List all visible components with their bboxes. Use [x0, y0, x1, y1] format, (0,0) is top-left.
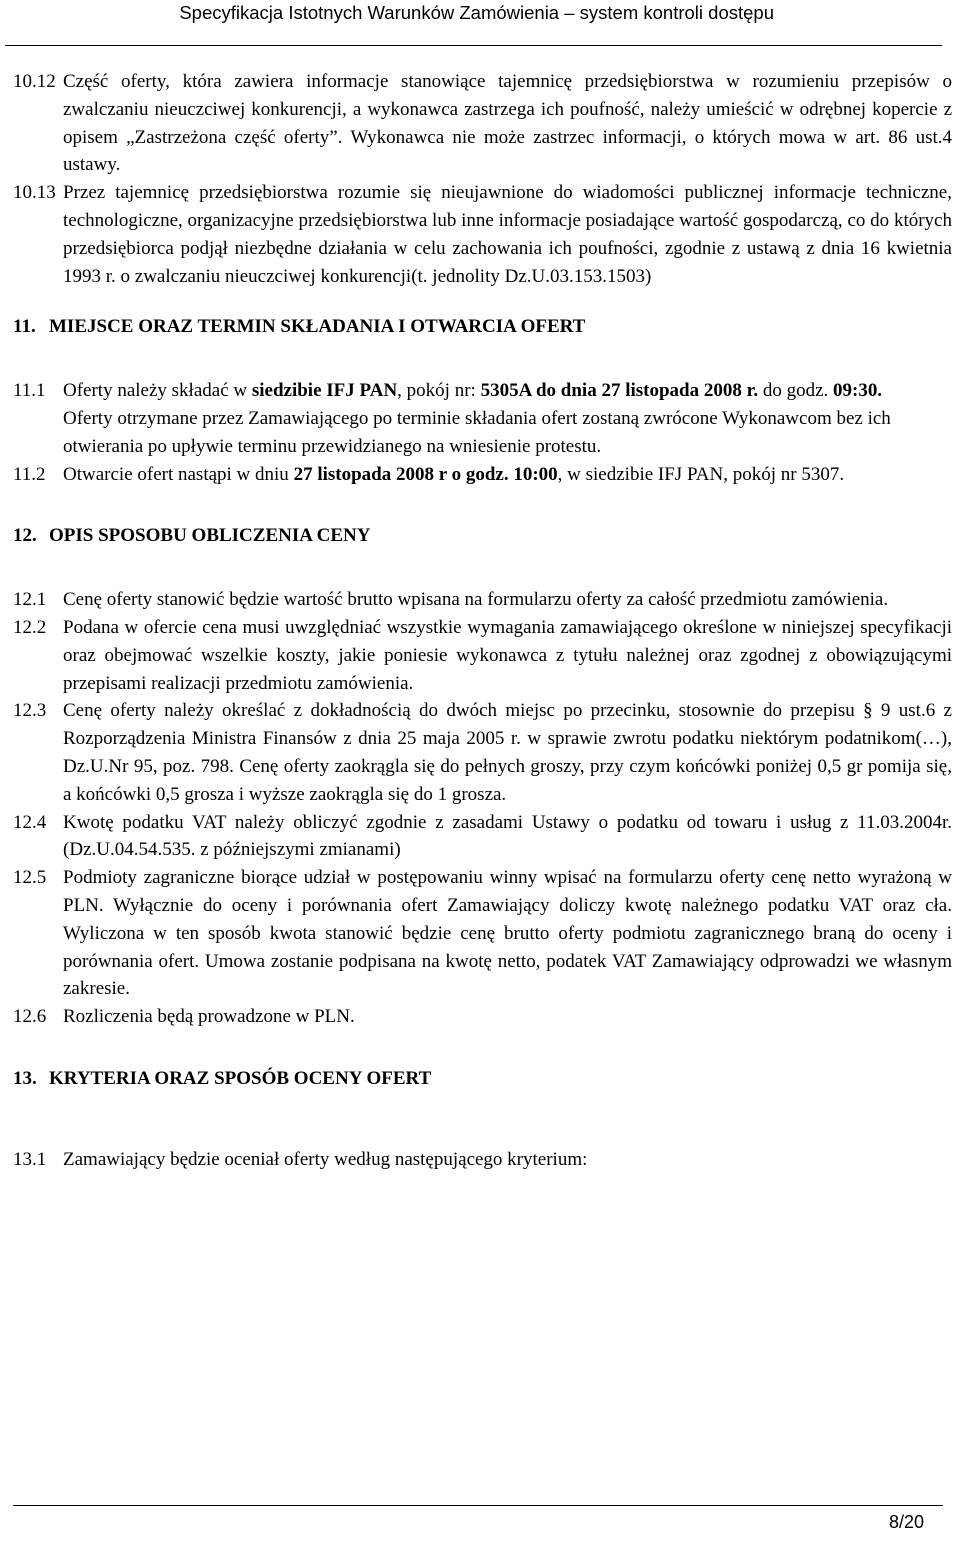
- section-paragraph: Oferty otrzymane przez Zamawiającego po terminie składania ofert zostaną zwrócone Wykonawcom bez ich otwierania po upływie terminu przewidzianego na wniesienie protestu.: [63, 407, 891, 457]
- section-number: 13.1: [13, 1148, 47, 1170]
- heading-title: KRYTERIA ORAZ SPOSÓB OCENY OFERT: [49, 1067, 432, 1089]
- section-text: Podmioty zagraniczne biorące udział w postępowaniu winny wpisać na formularzu oferty cenę netto wyrażoną w PLN. Wyłącznie do oceny i porównania ofert Zamawiający doliczy kwotę należnego podatku VAT oraz cła. Wyliczona w ten sposób kwota stanowić będzie cenę brutto oferty podmiotu zagranicznego braną do oceny i porównania ofert. Umowa zostanie podpisana na kwotę netto, podatek VAT Zamawiający odprowadzi we własnym zakresie.: [63, 867, 952, 1000]
- bold-run: 27 listopada 2008 r o godz. 10:00: [293, 463, 558, 485]
- section-12-6: [13, 1003, 952, 1031]
- section-text: Część oferty, która zawiera informacje stanowiące tajemnicę przedsiębiorstwa w rozumieniu przepisów o zwalczaniu nieuczciwej konkurencji, a wykonawca zastrzega ich poufność, należy umieścić w odrębnej kopercie z opisem „Zastrzeżona część oferty”. Wykonawca nie może zastrzec informacji, o których mowa w art. 86 ust.4 ustawy.: [63, 71, 952, 176]
- section-12-5: [13, 864, 952, 1003]
- bold-run: siedzibie IFJ PAN: [251, 380, 398, 402]
- section-text: Rozliczenia będą prowadzone w PLN.: [63, 1006, 355, 1028]
- section-number: 12.5: [13, 867, 47, 889]
- text-run: , w siedzibie IFJ PAN, pokój nr 5307.: [557, 463, 845, 485]
- section-text: Cenę oferty stanowić będzie wartość brutto wpisana na formularzu oferty za całość przedmiotu zamówienia.: [63, 589, 889, 611]
- heading-13: [13, 1065, 952, 1093]
- section-10-12: [13, 68, 952, 179]
- header-rule: [5, 45, 942, 46]
- page-header: [0, 0, 960, 46]
- text-run: Oferty należy składać w: [63, 380, 252, 402]
- heading-number: 11.: [13, 316, 36, 338]
- section-number: 11.1: [13, 380, 46, 402]
- section-text: [63, 377, 952, 460]
- section-text: Kwotę podatku VAT należy obliczyć zgodnie z zasadami Ustawy o podatku od towaru i usług z 11.03.2004r. (Dz.U.04.54.535. z późniejszymi zmianami): [63, 811, 952, 861]
- section-number: 11.2: [13, 463, 46, 485]
- section-12-3: [13, 697, 952, 808]
- text-run: , pokój nr:: [397, 380, 481, 402]
- section-text: Przez tajemnicę przedsiębiorstwa rozumie się nieujawnione do wiadomości publicznej informacje techniczne, technologiczne, organizacyjne przedsiębiorstwa lub inne informacje posiadające wartość gospodarczą, co do których przedsiębiorca podjął niezbędne działania w celu zachowania ich poufności, zgodnie z ustawą z dnia 16 kwietnia 1993 r. o zwalczaniu nieuczciwej konkurencji(t. jednolity Dz.U.03.153.1503): [63, 182, 952, 287]
- heading-number: 12.: [13, 525, 37, 547]
- section-text: [63, 461, 952, 489]
- bold-run: 09:30.: [833, 380, 883, 402]
- text-run: do godz.: [758, 380, 834, 402]
- header-title: Specyfikacja Istotnych Warunków Zamówienia – system kontroli dostępu: [179, 2, 774, 23]
- heading-11: [13, 313, 952, 341]
- section-12-2: [13, 614, 952, 697]
- section-12-4: [13, 809, 952, 865]
- heading-12: [13, 522, 952, 550]
- section-number: 12.1: [13, 589, 47, 611]
- section-number: 12.6: [13, 1006, 47, 1028]
- section-11-1: [13, 377, 952, 460]
- section-number: 10.13: [13, 182, 56, 204]
- section-number: 10.12: [13, 71, 56, 92]
- page-number: 8/20: [888, 1512, 924, 1532]
- section-text: Zamawiający będzie oceniał oferty według następującego kryterium:: [63, 1148, 588, 1170]
- section-number: 12.3: [13, 700, 47, 722]
- section-text: Podana w ofercie cena musi uwzględniać wszystkie wymagania zamawiającego określone w niniejszej specyfikacji oraz obejmować wszelkie koszty, jakie poniesie wykonawca z tytułu należnej oraz zgodnej z obowiązującymi przepisami realizacji przedmiotu zamówienia.: [63, 616, 952, 694]
- section-number: 12.2: [13, 616, 47, 638]
- heading-title: MIEJSCE ORAZ TERMIN SKŁADANIA I OTWARCIA OFERT: [49, 316, 586, 338]
- bold-run: 5305A do dnia 27 listopada 2008 r.: [480, 380, 759, 402]
- section-11-2: [13, 461, 952, 489]
- text-run: Otwarcie ofert nastąpi w dniu: [63, 463, 294, 485]
- section-number: 12.4: [13, 811, 47, 833]
- section-12-1: [13, 586, 952, 614]
- heading-title: OPIS SPOSOBU OBLICZENIA CENY: [49, 525, 371, 547]
- footer-rule: [13, 1505, 943, 1506]
- document-body: [13, 68, 952, 1174]
- section-13-1: [13, 1146, 952, 1174]
- section-text: Cenę oferty należy określać z dokładnością do dwóch miejsc po przecinku, stosownie do przepisu § 9 ust.6 z Rozporządzenia Ministra Finansów z dnia 25 maja 2005 r. w sprawie zwrotu podatku niektórym podatnikom(…), Dz.U.Nr 95, poz. 798. Cenę oferty zaokrągla się do pełnych groszy, przy czym końcówki poniżej 0,5 gr pomija się, a końcówki 0,5 grosza i wyższe zaokrągla się do 1 grosza.: [63, 700, 952, 805]
- section-10-13: [13, 179, 952, 290]
- heading-number: 13.: [13, 1067, 37, 1089]
